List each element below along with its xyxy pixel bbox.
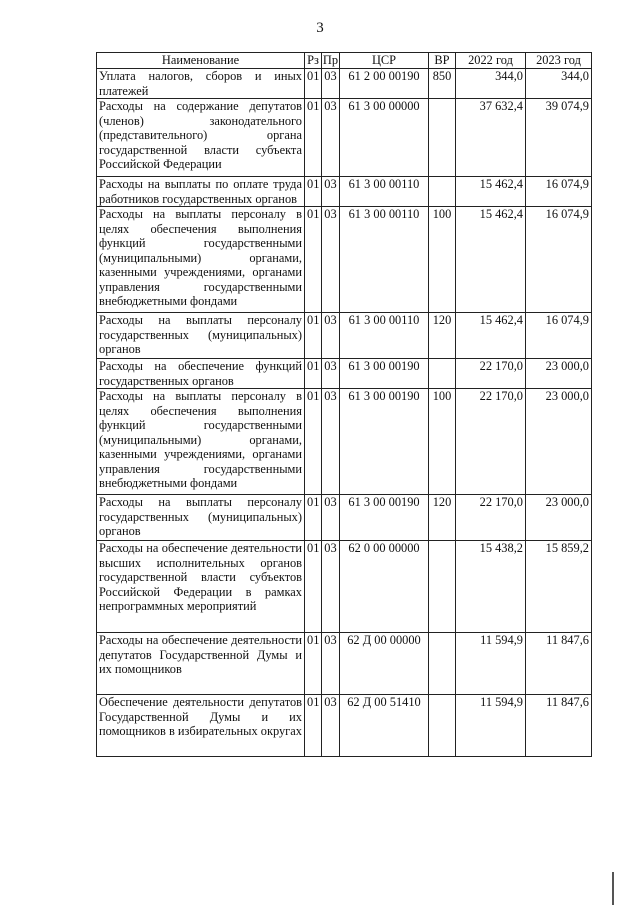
row-csr: 62 Д 00 00000 [340, 633, 429, 695]
row-2022: 22 170,0 [456, 495, 526, 541]
table-row [97, 99, 592, 177]
table-row [97, 495, 592, 541]
row-csr: 61 3 00 00110 [340, 177, 429, 207]
row-name: Расходы на обеспечение деятельности высших исполнительных органов государственной власти субъектов Российской Федерации в рамках непрограммных мероприятий [97, 541, 305, 633]
row-2023: 16 074,9 [526, 207, 592, 313]
row-2022: 15 462,4 [456, 313, 526, 359]
row-pr: 03 [322, 695, 340, 757]
row-2023: 344,0 [526, 69, 592, 99]
table-row [97, 389, 592, 495]
row-2023: 11 847,6 [526, 695, 592, 757]
header-2023: 2023 год [526, 53, 592, 69]
row-vr: 850 [429, 69, 456, 99]
row-2022: 15 462,4 [456, 177, 526, 207]
row-rz: 01 [305, 541, 322, 633]
row-rz: 01 [305, 389, 322, 495]
row-rz: 01 [305, 313, 322, 359]
table-row [97, 177, 592, 207]
row-name: Расходы на выплаты по оплате труда работников государственных органов [97, 177, 305, 207]
row-pr: 03 [322, 389, 340, 495]
row-2023: 23 000,0 [526, 389, 592, 495]
table-row [97, 541, 592, 633]
row-pr: 03 [322, 495, 340, 541]
row-vr [429, 177, 456, 207]
header-rz: Рз [305, 53, 322, 69]
row-pr: 03 [322, 177, 340, 207]
row-csr: 61 2 00 00190 [340, 69, 429, 99]
row-2022: 22 170,0 [456, 389, 526, 495]
row-2022: 11 594,9 [456, 633, 526, 695]
row-csr: 61 3 00 00110 [340, 313, 429, 359]
row-csr: 62 0 00 00000 [340, 541, 429, 633]
row-rz: 01 [305, 695, 322, 757]
table-row [97, 207, 592, 313]
row-name: Расходы на обеспечение функций государственных органов [97, 359, 305, 389]
table-row [97, 359, 592, 389]
row-2022: 37 632,4 [456, 99, 526, 177]
row-vr [429, 99, 456, 177]
table-row [97, 633, 592, 695]
page-number: 3 [316, 20, 324, 36]
row-pr: 03 [322, 359, 340, 389]
row-2022: 15 438,2 [456, 541, 526, 633]
row-rz: 01 [305, 633, 322, 695]
row-2023: 15 859,2 [526, 541, 592, 633]
header-vr: ВР [429, 53, 456, 69]
row-csr: 61 3 00 00000 [340, 99, 429, 177]
row-name: Расходы на выплаты персоналу государственных (муниципальных) органов [97, 495, 305, 541]
row-2023: 16 074,9 [526, 313, 592, 359]
row-csr: 62 Д 00 51410 [340, 695, 429, 757]
row-pr: 03 [322, 207, 340, 313]
row-2023: 23 000,0 [526, 495, 592, 541]
row-vr: 120 [429, 495, 456, 541]
row-vr [429, 541, 456, 633]
row-vr [429, 633, 456, 695]
table-row [97, 69, 592, 99]
row-pr: 03 [322, 99, 340, 177]
row-name: Расходы на выплаты персоналу в целях обеспечения выполнения функций государственными (муниципальными) органами, казенными учреждениями, органами управления государственными внебюджетными фондами [97, 207, 305, 313]
row-rz: 01 [305, 69, 322, 99]
row-vr: 100 [429, 389, 456, 495]
row-vr [429, 359, 456, 389]
row-csr: 61 3 00 00190 [340, 359, 429, 389]
row-csr: 61 3 00 00110 [340, 207, 429, 313]
row-2023: 16 074,9 [526, 177, 592, 207]
row-name: Расходы на обеспечение деятельности депутатов Государственной Думы и их помощников [97, 633, 305, 695]
row-csr: 61 3 00 00190 [340, 389, 429, 495]
row-pr: 03 [322, 313, 340, 359]
row-2022: 15 462,4 [456, 207, 526, 313]
row-name: Уплата налогов, сборов и иных платежей [97, 69, 305, 99]
table-row [97, 695, 592, 757]
row-name: Расходы на выплаты персоналу в целях обеспечения выполнения функций государственными (муниципальными) органами, казенными учреждениями, органами управления государственными внебюджетными фондами [97, 389, 305, 495]
row-2022: 344,0 [456, 69, 526, 99]
row-pr: 03 [322, 69, 340, 99]
table-header-row [97, 53, 592, 69]
header-2022: 2022 год [456, 53, 526, 69]
row-name: Расходы на содержание депутатов (членов) законодательного (представительного) органа государственной власти субъекта Российской Федерации [97, 99, 305, 177]
row-csr: 61 3 00 00190 [340, 495, 429, 541]
row-name: Расходы на выплаты персоналу государственных (муниципальных) органов [97, 313, 305, 359]
row-rz: 01 [305, 207, 322, 313]
row-2022: 11 594,9 [456, 695, 526, 757]
row-2023: 39 074,9 [526, 99, 592, 177]
table-row [97, 313, 592, 359]
row-vr [429, 695, 456, 757]
row-rz: 01 [305, 495, 322, 541]
page-edge-mark [612, 872, 614, 905]
row-2023: 23 000,0 [526, 359, 592, 389]
row-vr: 120 [429, 313, 456, 359]
header-csr: ЦСР [340, 53, 429, 69]
row-rz: 01 [305, 359, 322, 389]
budget-table [96, 52, 592, 757]
row-pr: 03 [322, 541, 340, 633]
row-name: Обеспечение деятельности депутатов Государственной Думы и их помощников в избирательных округах [97, 695, 305, 757]
row-vr: 100 [429, 207, 456, 313]
row-2022: 22 170,0 [456, 359, 526, 389]
row-pr: 03 [322, 633, 340, 695]
header-pr: Пр [322, 53, 339, 68]
row-rz: 01 [305, 177, 322, 207]
row-2023: 11 847,6 [526, 633, 592, 695]
header-name: Наименование [97, 53, 305, 69]
row-rz: 01 [305, 99, 322, 177]
